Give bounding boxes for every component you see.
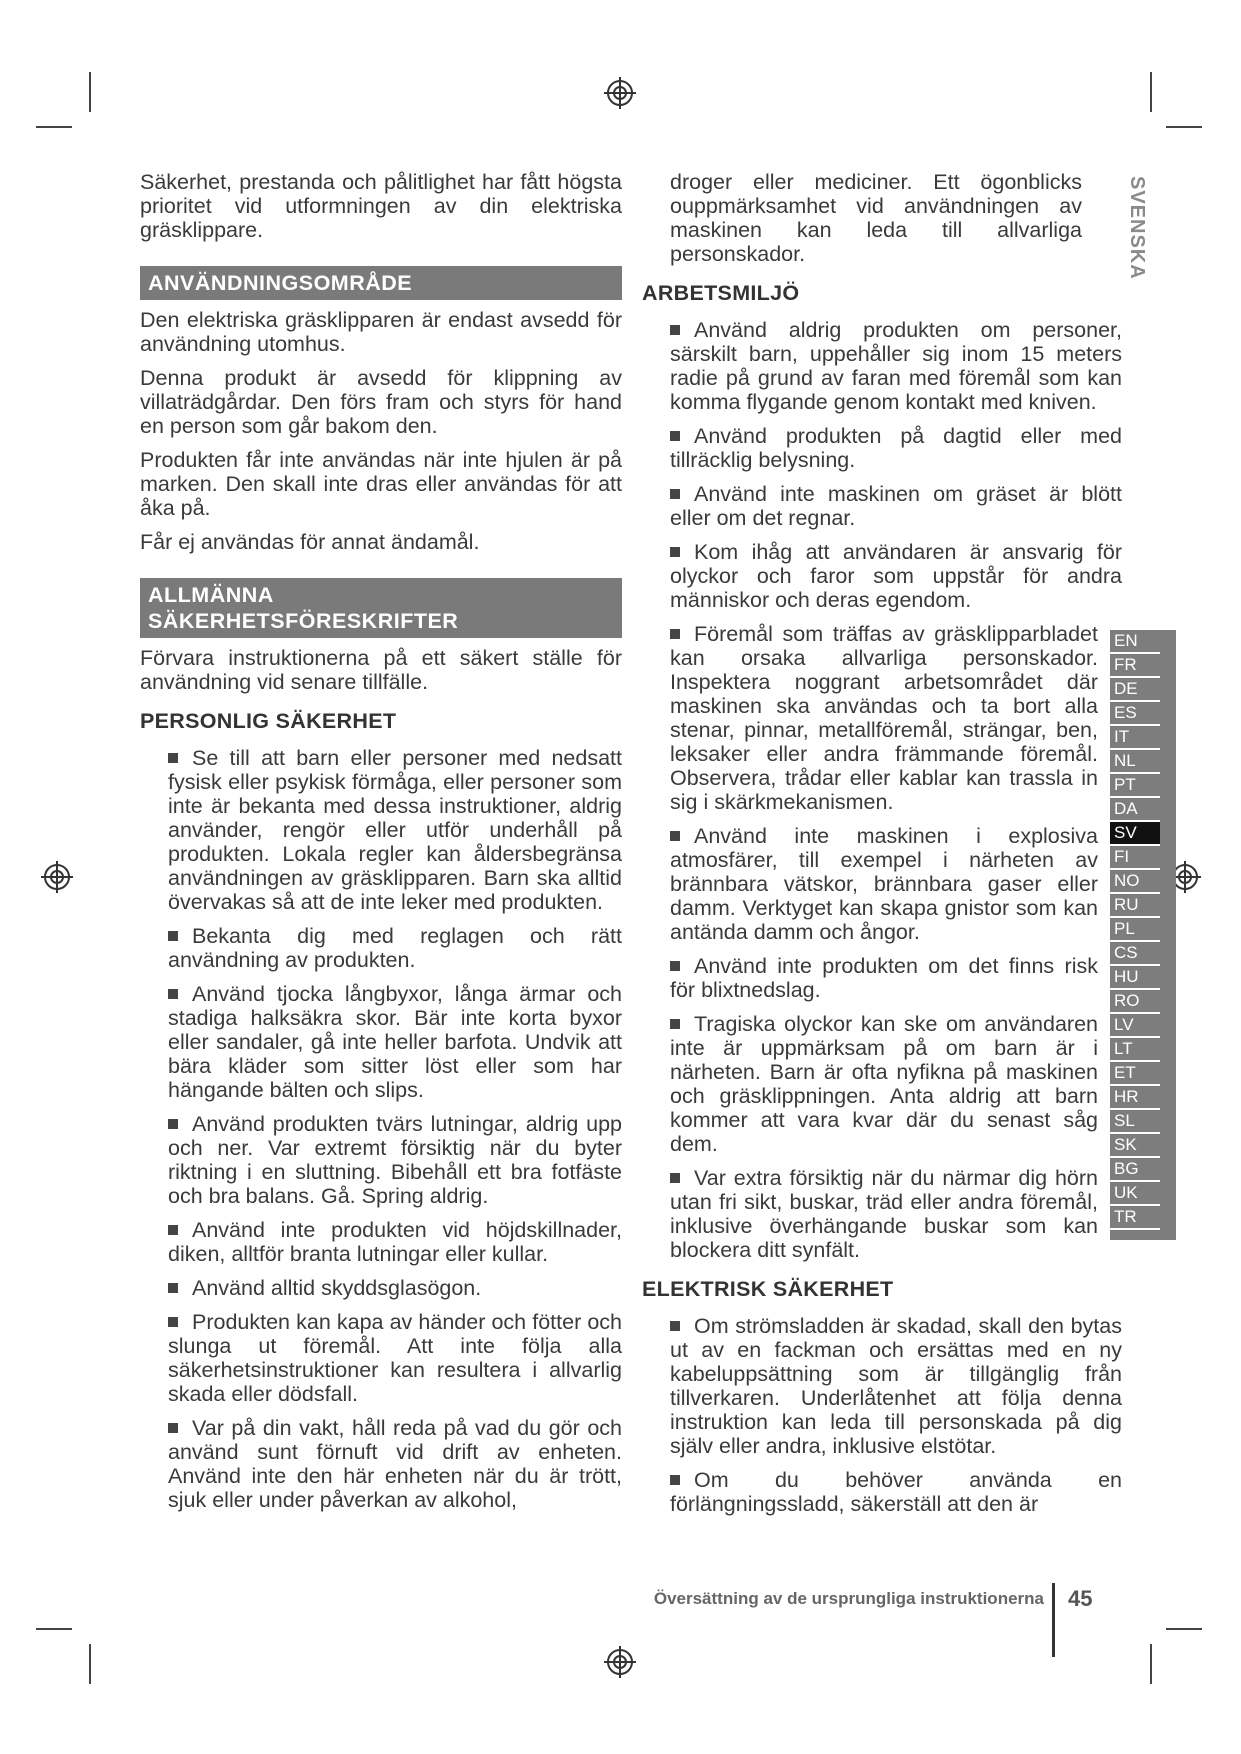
- list-item-text: Produkten kan kapa av händer och fötter och slunga ut föremål. Att inte följa alla säkerhetsinstruktioner kan resultera i allvarlig skada eller dödsfall.: [168, 1310, 622, 1406]
- list-item: [140, 1218, 622, 1266]
- language-tab-lv: LV: [1110, 1014, 1160, 1038]
- bullet-square-icon: [168, 1423, 178, 1433]
- bullet-square-icon: [168, 753, 178, 763]
- list-item-text: Använd produkten på dagtid eller med tillräcklig belysning.: [670, 424, 1122, 472]
- language-tab-lt: LT: [1110, 1038, 1160, 1062]
- bullet-square-icon: [168, 1119, 178, 1129]
- bullet-square-icon: [670, 489, 680, 499]
- list-item-text: Om du behöver använda en förlängningssladd, säkerställ att den är: [670, 1468, 1122, 1516]
- list-item: [642, 1468, 1122, 1516]
- crop-mark: [36, 1628, 72, 1630]
- list-item-text: Använd inte produkten om det finns risk för blixtnedslag.: [670, 954, 1098, 1002]
- language-tab-pt: PT: [1110, 774, 1160, 798]
- footer-divider: [1052, 1583, 1055, 1657]
- language-tab-nl: NL: [1110, 750, 1160, 774]
- crop-mark: [1150, 72, 1152, 112]
- bullet-square-icon: [168, 989, 178, 999]
- list-item-text: Använd alltid skyddsglasögon.: [192, 1276, 482, 1300]
- list-item: [642, 1166, 1122, 1262]
- list-item: [642, 424, 1122, 472]
- language-tab-cs: CS: [1110, 942, 1160, 966]
- subheading-elektrisk-sakerhet: ELEKTRISK SÄKERHET: [642, 1277, 894, 1301]
- crop-mark: [36, 126, 72, 128]
- list-item: [642, 540, 1122, 612]
- language-tab-no: NO: [1110, 870, 1160, 894]
- language-tab-fr: FR: [1110, 654, 1160, 678]
- list-item-text: Använd aldrig produkten om personer, särskilt barn, uppehåller sig inom 15 meters radie på grund av faran med föremål som kan komma flygande genom kontakt med kniven.: [670, 318, 1122, 414]
- list-item-text: Använd tjocka långbyxor, långa ärmar och stadiga halksäkra skor. Bär inte korta byxor eller sandaler, gå inte heller barfota. Undvik att bära kläder som sitter löst eller som har hängande bälten och slips.: [168, 982, 622, 1102]
- heading-line: SÄKERHETSFÖRESKRIFTER: [148, 609, 459, 633]
- list-item-text: Var extra försiktig när du närmar dig hörn utan fri sikt, buskar, träd eller andra föremål, inklusive överhängande buskar som kan blockera ditt synfält.: [670, 1166, 1098, 1262]
- paragraph: Förvara instruktionerna på ett säkert ställe för användning vid senare tillfälle.: [140, 646, 622, 694]
- paragraph: Denna produkt är avsedd för klippning av villaträdgårdar. Den förs fram och styrs för hand en person som går bakom den.: [140, 366, 622, 438]
- page-number: 45: [1068, 1586, 1093, 1611]
- bullet-square-icon: [670, 831, 680, 841]
- bullet-square-icon: [168, 931, 178, 941]
- bullet-square-icon: [168, 1225, 178, 1235]
- list-item: [642, 1012, 1122, 1156]
- language-side-label: SVENSKA: [1126, 176, 1148, 280]
- bullet-square-icon: [670, 629, 680, 639]
- subheading-arbetsmiljo: ARBETSMILJÖ: [642, 281, 800, 305]
- list-item-text: Om strömsladden är skadad, skall den bytas ut av en fackman och ersättas med en ny kabeluppsättning som är tillgänglig från tillverkaren. Underlåtenhet att följa denna instruktion kan leda till personskada på dig själv eller andra, inklusive elstötar.: [670, 1314, 1122, 1458]
- list-item-text: Använd inte produkten vid höjdskillnader, diken, alltför branta lutningar eller kullar.: [168, 1218, 622, 1266]
- list-item: [642, 622, 1122, 814]
- paragraph: Den elektriska gräsklipparen är endast avsedd för användning utomhus.: [140, 308, 622, 356]
- list-item: [140, 924, 622, 972]
- language-tab-de: DE: [1110, 678, 1160, 702]
- bullet-square-icon: [670, 1475, 680, 1485]
- list-item-text: Bekanta dig med reglagen och rätt användning av produkten.: [168, 924, 622, 972]
- list-item: [642, 1314, 1122, 1458]
- paragraph: Produkten får inte användas när inte hjulen är på marken. Den skall inte dras eller användas för att åka på.: [140, 448, 622, 520]
- language-tab-uk: UK: [1110, 1182, 1160, 1206]
- language-tab-fi: FI: [1110, 846, 1160, 870]
- language-tab-et: ET: [1110, 1062, 1160, 1086]
- list-item-text: Var på din vakt, håll reda på vad du gör och använd sunt förnuft vid drift av enheten. Använd inte den här enheten när du är trött, sjuk eller under påverkan av alkohol,: [168, 1416, 622, 1512]
- crop-mark: [89, 72, 91, 112]
- left-column: [140, 170, 622, 1522]
- heading-line: ALLMÄNNA: [148, 583, 274, 607]
- section-heading-allmanna: [140, 578, 622, 638]
- language-tab-pl: PL: [1110, 918, 1160, 942]
- list-item-text: Tragiska olyckor kan ske om användaren inte är uppmärksam på om barn är i närheten. Barn är ofta nyfikna på maskinen och gräsklippningen. Anta aldrig att barn kommer att vara kvar där du senast såg dem.: [670, 1012, 1098, 1156]
- bullet-square-icon: [168, 1317, 178, 1327]
- language-tab-es: ES: [1110, 702, 1160, 726]
- language-tab-da: DA: [1110, 798, 1160, 822]
- list-item-text: Föremål som träffas av gräsklipparbladet kan orsaka allvarliga personskador. Inspektera noggrant arbetsområdet där maskinen ska användas och ta bort alla stenar, pinnar, metallföremål, strängar, ben, leksaker eller andra främmande föremål. Observera, trådar eller kablar kan trassla in sig i skärkmekanismen.: [670, 622, 1098, 814]
- language-tab-sv: SV: [1110, 822, 1160, 846]
- list-item: [140, 1276, 622, 1300]
- crop-mark: [89, 1644, 91, 1684]
- right-column: [642, 170, 1122, 1526]
- language-tab-ro: RO: [1110, 990, 1160, 1014]
- subheading-personlig-sakerhet: PERSONLIG SÄKERHET: [140, 709, 397, 733]
- crop-mark: [1150, 1644, 1152, 1684]
- bullet-square-icon: [670, 1321, 680, 1331]
- language-tab-bg: BG: [1110, 1158, 1160, 1182]
- bullet-square-icon: [670, 1173, 680, 1183]
- list-item: [642, 954, 1122, 1002]
- list-item: [140, 1416, 622, 1512]
- language-tab-hu: HU: [1110, 966, 1160, 990]
- list-item-text: Använd inte maskinen i explosiva atmosfärer, till exempel i närheten av brännbara vätskor, brännbara gaser eller damm. Verktyget kan skapa gnistor som kan antända damm och ångor.: [670, 824, 1098, 944]
- bullet-square-icon: [670, 325, 680, 335]
- crop-mark: [1166, 126, 1202, 128]
- intro-paragraph: Säkerhet, prestanda och pålitlighet har fått högsta prioritet vid utformningen av din elektriska gräsklippare.: [140, 170, 622, 242]
- crop-mark: [1166, 1628, 1202, 1630]
- list-item: [642, 482, 1122, 530]
- list-item-text: Använd produkten tvärs lutningar, aldrig upp och ner. Var extremt försiktig när du byter riktning i en sluttning. Bibehåll ett bra fotfäste och bra balans. Gå. Spring aldrig.: [168, 1112, 622, 1208]
- list-item-text: Se till att barn eller personer med nedsatt fysisk eller psykisk förmåga, eller personer som inte är bekanta med dessa instruktioner, aldrig använder, rengör eller utför underhåll på produkten. Lokala regler kan åldersbegränsa användningen av gräsklipparen. Barn ska alltid övervakas så att de inte leker med produkten.: [168, 746, 622, 914]
- list-item-text: Använd inte maskinen om gräset är blött eller om det regnar.: [670, 482, 1122, 530]
- footer-text: Översättning av de ursprungliga instruktionerna: [653, 1589, 1044, 1608]
- bullet-square-icon: [670, 547, 680, 557]
- list-item: [642, 318, 1122, 414]
- language-tab-it: IT: [1110, 726, 1160, 750]
- language-tab-sk: SK: [1110, 1134, 1160, 1158]
- registration-mark-icon: [40, 860, 74, 894]
- bullet-square-icon: [670, 961, 680, 971]
- list-item: [140, 1310, 622, 1406]
- language-tab-tr: TR: [1110, 1206, 1160, 1230]
- continued-list-item: droger eller mediciner. Ett ögonblicks ouppmärksamhet vid användningen av maskinen kan leda till allvarliga personskador.: [670, 170, 1082, 266]
- list-item: [140, 746, 622, 914]
- bullet-square-icon: [670, 1019, 680, 1029]
- list-item: [140, 982, 622, 1102]
- paragraph: Får ej användas för annat ändamål.: [140, 530, 480, 554]
- language-tabs: [1110, 630, 1176, 1240]
- registration-mark-icon: [603, 1645, 637, 1679]
- bullet-square-icon: [670, 431, 680, 441]
- language-tab-en: EN: [1110, 630, 1160, 654]
- list-item-text: Kom ihåg att användaren är ansvarig för olyckor och faror som uppstår för andra människor och deras egendom.: [670, 540, 1122, 612]
- language-tab-sl: SL: [1110, 1110, 1160, 1134]
- list-item: [140, 1112, 622, 1208]
- bullet-square-icon: [168, 1283, 178, 1293]
- section-heading-anvandningsomrade: ANVÄNDNINGSOMRÅDE: [140, 266, 622, 300]
- list-item: [642, 824, 1122, 944]
- language-tab-ru: RU: [1110, 894, 1160, 918]
- registration-mark-icon: [603, 76, 637, 110]
- language-tab-hr: HR: [1110, 1086, 1160, 1110]
